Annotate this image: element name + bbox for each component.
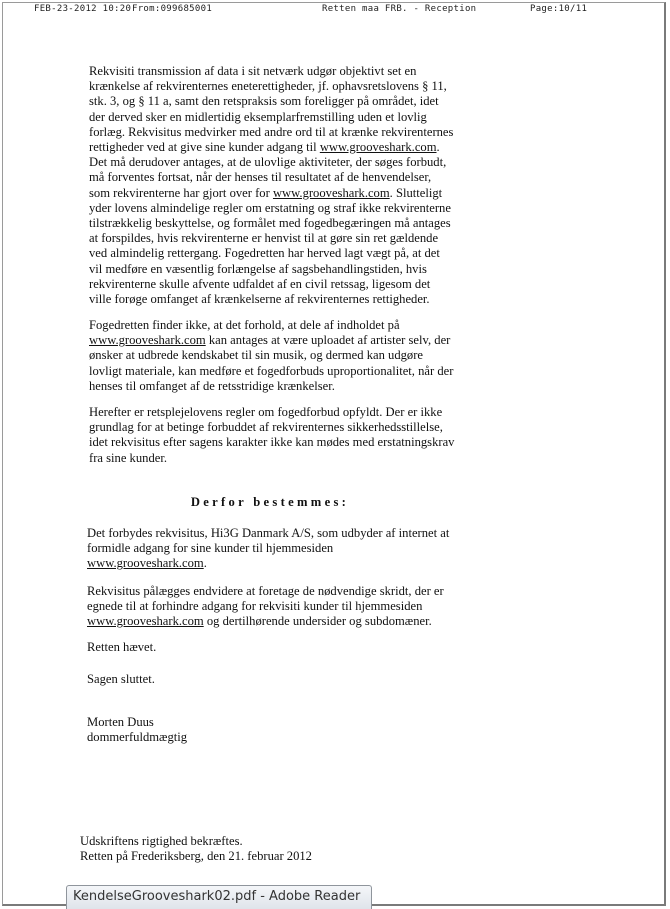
paragraph-2: Fogedretten finder ikke, at det forhold, at dele af indholdet på www.grooveshark.com kan antages at være uploadet af artister selv, der ønsker at udbrede kendskabet til sin musik, og dermed kan udgøre lovligt materiale, kan medføre et fogedforbuds uproportionalitet, når der henses til omfanget af de retsstridige krænkelser. [89, 318, 454, 393]
fax-page-number: Page:10/11 [530, 4, 588, 14]
certification-text: Udskriftens rigtighed bekræftes. [80, 834, 243, 848]
closing-line-1: Retten hævet. [87, 640, 157, 654]
taskbar-window-button[interactable]: KendelseGrooveshark02.pdf - Adobe Reader [66, 885, 372, 909]
ruling-paragraph-2: Rekvisitus pålægges endvidere at foretage de nødvendige skridt, der er egnede til at forhindre adgang for rekvisiti kunder til hjemmesiden www.grooveshark.com og dertilhørende undersider og subdomæner. [87, 584, 444, 629]
signer-name: Morten Duus [87, 715, 154, 729]
grooveshark-link[interactable]: www.grooveshark.com [272, 185, 390, 200]
grooveshark-link[interactable]: www.grooveshark.com [87, 556, 204, 571]
grooveshark-link[interactable]: www.grooveshark.com [319, 140, 437, 155]
certification-block [80, 834, 312, 864]
signer-title: dommerfuldmægtig [87, 730, 188, 745]
ruling-paragraph-1: Det forbydes rekvisitus, Hi3G Danmark A/S, som udbyder af internet at formidle adgang for sine kunder til hjemmesiden www.grooveshark.com. [87, 526, 450, 571]
signature-block [87, 715, 187, 745]
fax-header [0, 4, 670, 18]
fax-date: FEB-23-2012 10:20 [34, 4, 132, 14]
paragraph-3: Herefter er retsplejelovens regler om fogedforbud opfyldt. Der er ikke grundlag for at betinge forbuddet af rekvirenternes sikkerhedsstillelse, idet rekvisitus efter sagens karakter ikke kan mødes med erstatningskrav fra sine kunder. [89, 405, 455, 465]
court-date: Retten på Frederiksberg, den 21. februar 2012 [80, 849, 312, 864]
fax-from: From:099685001 [132, 4, 213, 14]
ruling-heading: Derfor bestemmes: [190, 495, 350, 509]
paragraph-1: Rekvisiti transmission af data i sit netværk udgør objektivt set en krænkelse af rekvirenternes eneterettigheder, jf. ophavsretslovens § 11, stk. 3, og § 11 a, samt den retspraksis som foreligger på området, idet der derved sker en midlertidig eksemplarfremstilling uden et lovlig forlæg. Rekvisitus medvirker med andre ord til at krænke rekvirenternes rettigheder ved at give sine kunder adgang til www.grooveshark.com. Det må derudover antages, at de ulovlige aktiviteter, der søges forbudt, må forventes fortsat, når der henses til resultatet af de henvendelser, som rekvirenterne har gjort over for www.grooveshark.com. Slutteligt yder lovens almindelige regler om erstatning og straf ikke rekvirenterne tilstrækkelig beskyttelse, og formålet med fogedbegæringen må antages at forspildes, hvis rekvirenterne er henvist til at gøre sin ret gældende ved almindelig rettergang. Fogedretten har herved lagt vægt på, at det vil medføre en væsentlig forlængelse af sagsbehandlingstiden, hvis rekvirenterne skulle afvente udfaldet af en civil retssag, ligesom det ville forøge omfanget af krænkelserne af rekvirenternes rettigheder. [89, 64, 454, 307]
grooveshark-link[interactable]: www.grooveshark.com [89, 333, 206, 348]
closing-line-2: Sagen sluttet. [87, 672, 155, 686]
grooveshark-link[interactable]: www.grooveshark.com [87, 614, 204, 629]
fax-title: Retten maa FRB. - Reception [322, 4, 477, 14]
